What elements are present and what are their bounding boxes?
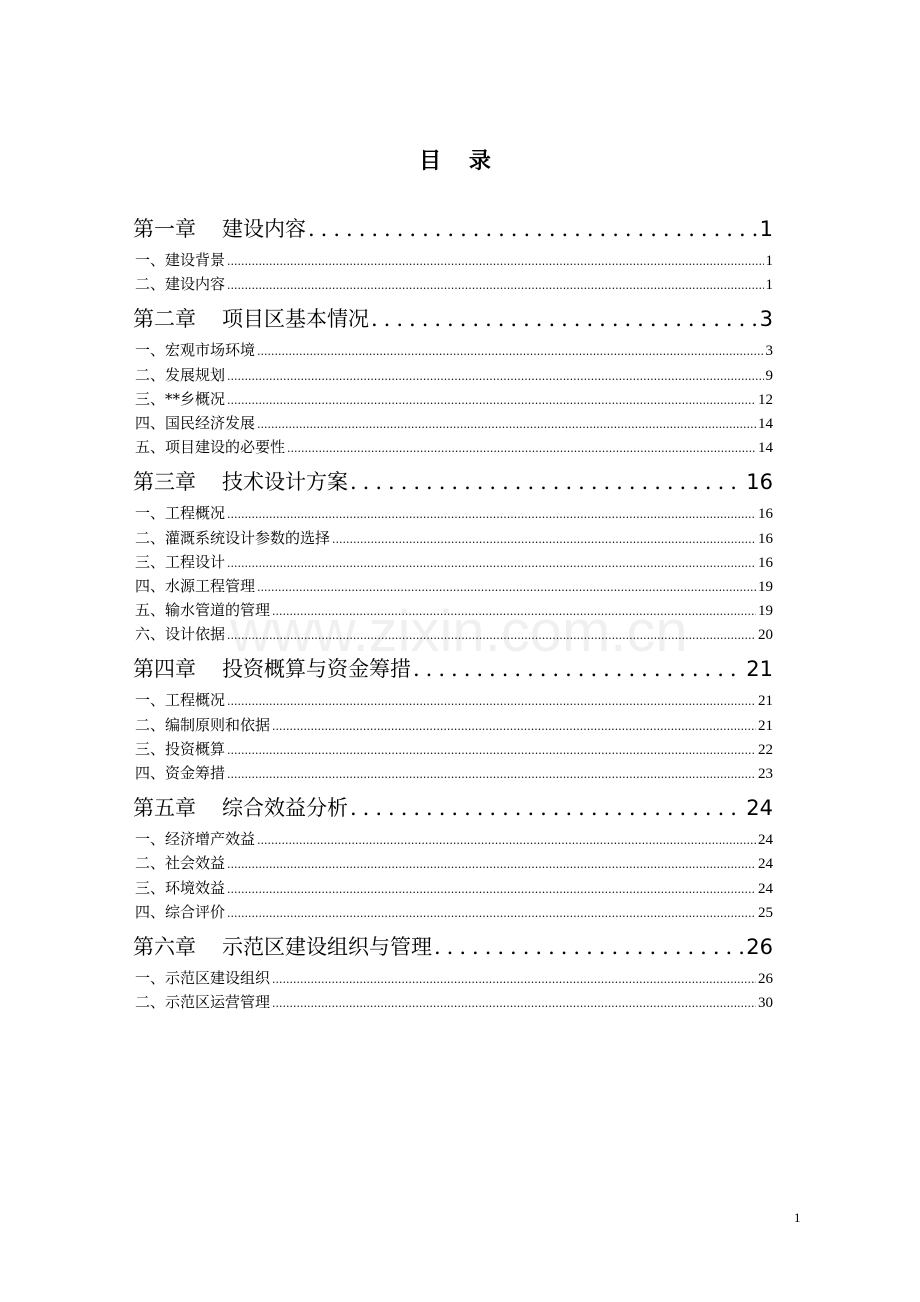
toc-section-entry[interactable]: [133, 249, 773, 273]
dot-leader: [272, 997, 756, 1010]
section-page-number: 9: [765, 367, 773, 384]
chapter-title: 综合效益分析: [222, 796, 348, 821]
dot-leader: [227, 508, 756, 521]
toc-section-entry[interactable]: [133, 364, 773, 388]
section-label: 四、国民经济发展: [135, 413, 256, 432]
chapter-label: [133, 466, 348, 496]
section-page-number: 16: [758, 506, 773, 523]
section-label: 五、输水管道的管理: [135, 601, 271, 620]
chapter-page-number: 26: [746, 934, 773, 959]
dot-leader: [332, 533, 756, 546]
toc-section-entry[interactable]: [133, 762, 773, 786]
watermark: www.zixin.com.cn: [230, 599, 688, 664]
section-page-number: 20: [758, 627, 773, 644]
section-label: 六、设计依据: [135, 625, 226, 644]
section-label: 一、示范区建设组织: [135, 968, 271, 987]
toc-chapter-entry[interactable]: [133, 213, 773, 249]
toc-section-entry[interactable]: [133, 714, 773, 738]
section-page-number: 16: [758, 554, 773, 571]
section-label: 一、工程概况: [135, 691, 226, 710]
chapter-title: 投资概算与资金筹措: [222, 657, 411, 682]
section-page-number: 3: [765, 343, 773, 360]
toc-chapter-entry[interactable]: [133, 303, 773, 339]
dot-leader: [434, 935, 744, 959]
chapter-title: 建设内容: [222, 217, 306, 241]
section-label: 二、示范区运营管理: [135, 993, 271, 1012]
section-label: 二、发展规划: [135, 365, 226, 384]
chapter-title: 示范区建设组织与管理: [222, 934, 432, 959]
chapter-page-number: 1: [759, 217, 773, 241]
section-page-number: 25: [758, 904, 773, 921]
section-page-number: 14: [758, 415, 773, 432]
section-page-number: 30: [758, 995, 773, 1012]
dot-leader: [257, 418, 756, 431]
dot-leader: [227, 695, 756, 708]
section-label: 一、建设背景: [135, 251, 226, 269]
chapter-prefix: 第三章: [133, 470, 196, 495]
dot-leader: [257, 345, 763, 358]
toc-section-entry[interactable]: [133, 852, 773, 876]
chapter-title: 技术设计方案: [222, 470, 348, 495]
section-label: 二、编制原则和依据: [135, 715, 271, 734]
section-page-number: 12: [758, 391, 773, 408]
dot-leader: [227, 768, 756, 781]
section-label: 二、灌溉系统设计参数的选择: [135, 528, 331, 547]
dot-leader: [257, 581, 756, 594]
toc-section-entry[interactable]: [133, 689, 773, 713]
section-page-number: 19: [758, 603, 773, 620]
page-title: 目 录: [419, 148, 501, 174]
section-label: 一、工程概况: [135, 504, 226, 523]
page-number: 1: [794, 1210, 801, 1225]
section-label: 二、建设内容: [135, 275, 226, 294]
toc-section-entry[interactable]: [133, 502, 773, 526]
section-label: 一、宏观市场环境: [135, 341, 256, 360]
toc-section-entry[interactable]: [133, 436, 773, 460]
section-label: 三、**乡概况: [135, 389, 226, 408]
section-page-number: 1: [765, 277, 773, 294]
toc-section-entry[interactable]: [133, 339, 773, 363]
dot-leader: [287, 442, 756, 455]
chapter-prefix: 第六章: [133, 934, 196, 959]
section-page-number: 1: [765, 253, 773, 269]
dot-leader: [227, 557, 756, 570]
section-page-number: 19: [758, 578, 773, 595]
chapter-prefix: 第五章: [133, 796, 196, 821]
dot-leader: [227, 907, 756, 920]
toc-section-entry[interactable]: [133, 877, 773, 901]
dot-leader: [227, 255, 763, 268]
chapter-title: 项目区基本情况: [222, 307, 369, 332]
dot-leader: [227, 883, 756, 896]
section-page-number: 24: [758, 832, 773, 849]
section-page-number: 23: [758, 766, 773, 782]
section-page-number: 26: [758, 970, 773, 987]
dot-leader: [272, 720, 756, 733]
section-label: 四、水源工程管理: [135, 576, 256, 595]
dot-leader: [227, 279, 763, 292]
section-page-number: 24: [758, 880, 773, 897]
section-page-number: 21: [758, 717, 773, 734]
chapter-prefix: 第二章: [133, 307, 196, 332]
toc-section-entry[interactable]: [133, 273, 773, 297]
toc-section-entry[interactable]: [133, 901, 773, 925]
dot-leader: [227, 370, 763, 383]
section-page-number: 21: [758, 693, 773, 710]
section-label: 三、投资概算: [135, 739, 226, 758]
section-label: 三、工程设计: [135, 552, 226, 571]
chapter-page-number: 24: [746, 796, 773, 821]
toc-section-entry[interactable]: [133, 967, 773, 991]
toc-section-entry[interactable]: [133, 388, 773, 412]
chapter-prefix: 第四章: [133, 657, 196, 682]
section-page-number: 14: [758, 440, 773, 457]
chapter-page-number: 16: [746, 470, 773, 495]
section-label: 三、环境效益: [135, 878, 226, 897]
toc-chapter-entry[interactable]: [133, 792, 773, 828]
chapter-label: [133, 303, 369, 333]
section-page-number: 22: [758, 741, 773, 758]
dot-leader: [257, 834, 756, 847]
toc-chapter-entry[interactable]: [133, 466, 773, 502]
toc-section-entry[interactable]: [133, 991, 773, 1015]
dot-leader: [350, 796, 744, 820]
toc-section-entry[interactable]: [133, 527, 773, 551]
chapter-label: [133, 792, 348, 822]
chapter-label: [133, 931, 432, 961]
section-label: 四、综合评价: [135, 902, 226, 921]
section-label: 一、经济增产效益: [135, 830, 256, 849]
section-page-number: 24: [758, 856, 773, 873]
dot-leader: [272, 973, 756, 986]
chapter-page-number: 3: [759, 307, 773, 332]
toc-section-entry[interactable]: [133, 575, 773, 599]
dot-leader: [371, 307, 758, 331]
section-label: 二、社会效益: [135, 854, 226, 873]
chapter-page-number: 21: [746, 657, 773, 682]
section-label: 五、项目建设的必要性: [135, 438, 286, 457]
dot-leader: [227, 744, 756, 757]
dot-leader: [350, 470, 744, 494]
toc-section-entry[interactable]: [133, 828, 773, 852]
section-page-number: 16: [758, 530, 773, 547]
toc-section-entry[interactable]: [133, 738, 773, 762]
dot-leader: [227, 858, 756, 871]
toc-section-entry[interactable]: [133, 551, 773, 575]
dot-leader: [227, 394, 756, 407]
chapter-label: [133, 213, 306, 243]
dot-leader: [308, 217, 758, 241]
toc-chapter-entry[interactable]: [133, 931, 773, 967]
chapter-prefix: 第一章: [133, 217, 196, 241]
toc-section-entry[interactable]: [133, 412, 773, 436]
section-label: 四、资金筹措: [135, 764, 226, 782]
